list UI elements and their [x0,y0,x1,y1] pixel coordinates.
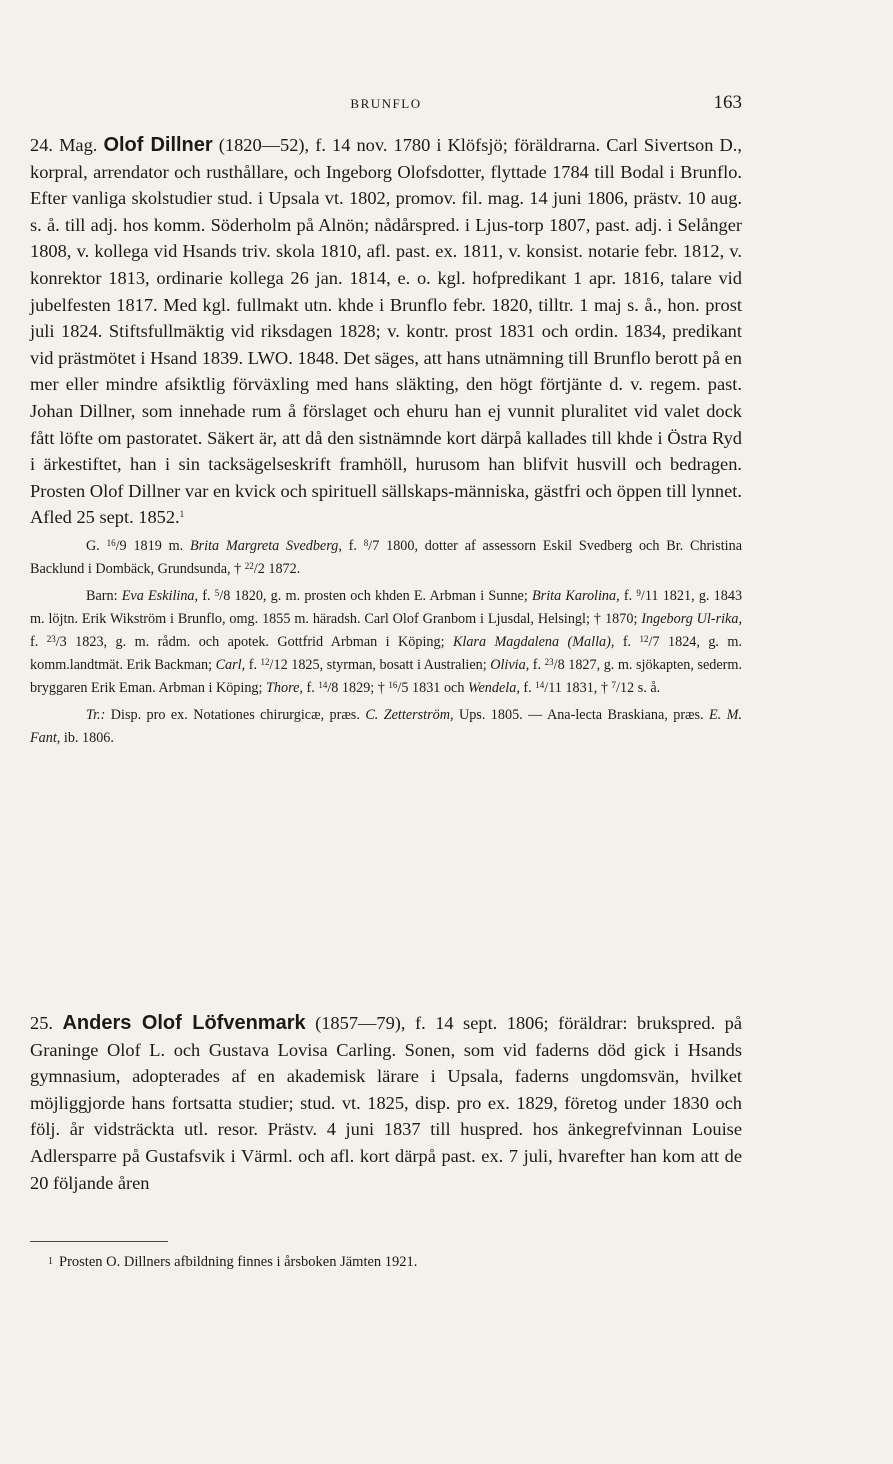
entry-25 [30,1010,742,1196]
date-sup: 16 [106,537,116,548]
marriage-text: G. [86,537,100,554]
date-sup: 14 [535,679,545,690]
marriage-text: 1819 m. [133,537,184,554]
child-text: f. [623,587,633,604]
footnote-divider [30,1241,168,1242]
child-text: 1825, styrman, bosatt i Australien; [291,656,487,673]
entry-25-name: Anders Olof Löfvenmark [62,1012,306,1034]
child-text: 1831 och [412,679,465,696]
child-text: 1823, g. m. rådm. och apotek. Gottfrid Arbman i Köping; [75,633,445,650]
works-text: ib. 1806. [63,729,114,746]
marriage-text: f. [348,537,357,554]
child-name: Brita Karolina, [532,587,620,604]
date-sup: 23 [544,656,554,667]
footnote-ref: 1 [179,509,185,520]
date-sup: 16 [388,679,398,690]
date-sup: 8 [363,537,369,548]
children-label: Barn: [86,587,118,604]
entry-25-main-text [30,1010,742,1196]
entry-24 [30,132,742,750]
child-text: f. [306,679,315,696]
entry-24-children [30,585,742,700]
praeses-name: C. Zetterström, [365,706,454,723]
entry-24-marriage [30,535,742,581]
child-text: 1821, g. 1843 m. löjtn. Erik Wikström i Brunflo, omg. 1855 m. häradsh. Carl Olof Granbom i Ljusdal, Helsingl; † 1870; [30,587,743,627]
wife-name: Brita Margreta Svedberg, [189,537,342,554]
marriage-text: 1872. [268,560,301,577]
date-sub: /9 [115,537,127,554]
child-text: f. [202,587,211,604]
entry-25-number: 25. [30,1013,53,1033]
date-sup: 22 [244,560,254,571]
child-name: Eva Eskilina, [121,587,199,604]
entry-24-title: Mag. [59,135,98,155]
entry-24-number: 24. [30,135,53,155]
child-text: f. [622,633,632,650]
child-name: Klara Magdalena [452,633,560,650]
date-sub: /8 [219,587,231,604]
child-text: 1831, † [565,679,608,696]
child-text: 1824, g. m. komm.landtmät. Erik Backman; [30,633,742,673]
date-sub: /8 [553,656,565,673]
running-title: BRUNFLO [350,96,422,111]
child-name: Ingeborg Ul-rika, [641,610,742,627]
date-sup: 7 [611,679,617,690]
child-name: Thore, [266,679,303,696]
date-sup: 12 [260,656,270,667]
date-sup: 9 [636,587,641,598]
date-sub: /2 [253,560,265,577]
child-text: 1829; † [341,679,385,696]
date-sub: /5 [397,679,409,696]
entry-24-main-text [30,132,742,531]
marriage-text: 1800, dotter af assessorn Eskil Svedberg och Br. Christina Backlund i Dombäck, Grundsunda, † [30,537,743,577]
page-number: 163 [713,92,742,113]
date-sub: /12 [616,679,635,696]
child-name: Olivia, [490,656,530,673]
child-text: f. [248,656,257,673]
child-text: f. [30,633,39,650]
child-text: f. [532,656,542,673]
date-sup: 12 [639,633,649,644]
date-sup: 23 [46,633,56,644]
date-sub: /3 [55,633,67,650]
child-text: 1827, g. m. sjökapten, sederm. bryggaren Erik Eman. Arbman i Köping; [30,656,742,696]
works-text: Ups. 1805. — Ana-lecta Braskiana, præs. [458,706,704,723]
entry-24-biography: (1820—52), f. 14 nov. 1780 i Klöfsjö; föräldrarna. Carl Sivertson D., korpral, arrendator och rusthållare, och Ingeborg Olofsdotter, flyttade 1784 till Bodal i Brunflo. Efter vanliga skolstudier stud. i Upsala vt. 1802, promov. fil. mag. 14 juni 1806, prästv. 10 aug. s. å. till adj. hos komm. Söderholm på Alnön; nådårspred. i Ljus-torp 1807, past. adj. i Selånger 1808, v. kollega vid Hsands triv. skola 1810, afl. past. ex. 1811, v. konsist. notarie febr. 1812, v. konrektor 1813, ordinarie kollega 26 jan. 1814, e. o. kgl. hofpredikant 1 apr. 1816, talare vid jubelfesten 1817. Med kgl. fullmakt utn. khde i Brunflo febr. 1820, tilltr. 1 maj s. å., hon. prost juli 1824. Stiftsfullmäktig vid riksdagen 1828; v. kontr. prost 1831 och ordin. 1834, predikant vid prästmötet i Hsand 1839. LWO. 1848. Det säges, att hans utnämning till Brunflo berott på en mer eller mindre afsiktlig förväxling med hans släkting, den högt förtjänte d. v. regem. past. Johan Dillner, som innehade rum å förslaget och ehuru han ej vunnit pluralitet vid valet dock fått löfte om pastoratet. Säkert är, att då den sistnämnde kort därpå kallades till khde i Östra Ryd i ärkestiftet, han i sin tacksägelseskrift framhöll, hurusom han blifvit husvill och bedragen. Prosten Olof Dillner var en kvick och spirituell sällskaps-människa, gästfri och öppen till lynnet. Afled 25 sept. 1852. [30,135,742,528]
date-sup: 14 [318,679,328,690]
date-sub: /12 [269,656,288,673]
works-text: Disp. pro ex. Notationes chirurgicæ, præs. [110,706,360,723]
date-sub: /11 [640,587,659,604]
date-sub: /7 [648,633,660,650]
praeses-name: E. M. Fant, [30,706,743,746]
footnote-text: Prosten O. Dillners afbildning finnes i årsboken Jämten 1921. [59,1254,418,1270]
child-name: Wendela, [467,679,520,696]
date-sub: /11 [544,679,562,696]
child-name: (Malla), [567,633,615,650]
page-header [30,92,742,116]
child-name: Carl, [215,656,246,673]
child-text: 1820, g. m. prosten och khden E. Arbman i Sunne; [234,587,528,604]
date-sub: /8 [327,679,339,696]
entry-24-works [30,704,742,750]
child-text: s. å. [637,679,661,696]
works-label: Tr.: [86,706,106,723]
footnote-mark: 1 [48,1256,53,1267]
entry-24-name: Olof Dillner [103,134,213,156]
child-text: f. [523,679,532,696]
entry-25-biography: (1857—79), f. 14 sept. 1806; föräldrar: brukspred. på Graninge Olof L. och Gustava Lovisa Carling. Sonen, som vid faderns död gick i Hsands gymnasium, adopterades af en akademisk lärare i Upsala, faderns ungdomsvän, hvilket möjliggjorde hans fortsatta studier; stud. vt. 1825, disp. pro ex. 1829, företog under 1830 och följ. år vidsträckta utl. resor. Prästv. 4 juni 1837 till huspred. hos änkegrefvinnan Louise Adlersparre på Gustafsvik i Värml. och afl. kort därpå past. ex. 7 juli, hvarefter han kom att de 20 följande åren [30,1013,742,1193]
date-sub: /7 [368,537,380,554]
footnote [30,1252,742,1272]
date-sup: 5 [214,587,220,598]
